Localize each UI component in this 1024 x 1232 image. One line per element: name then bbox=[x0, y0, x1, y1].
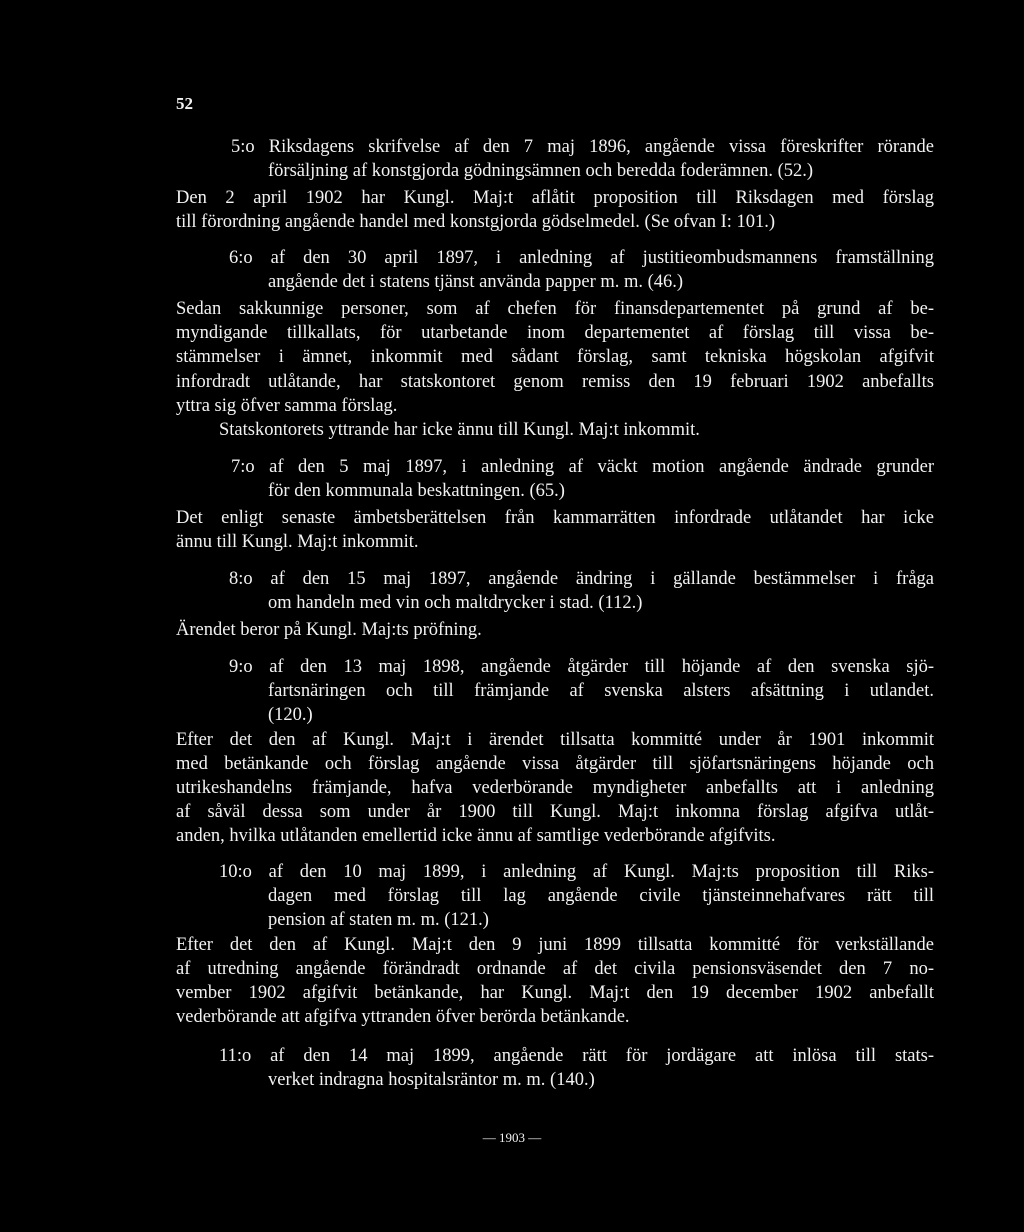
entry-7-body-line-2: ännu till Kungl. Maj:t inkommit. bbox=[176, 532, 419, 552]
entry-5-heading-line-2: försäljning af konstgjorda gödningsämnen och beredda foderämnen. (52.) bbox=[268, 161, 814, 181]
entry-10-heading-line-1: 10:o af den 10 maj 1899, i anledning af Kungl. Maj:ts proposition till Riks- bbox=[219, 862, 934, 882]
entry-5-body-line-2: till förordning angående handel med konstgjorda gödselmedel. (Se ofvan I: 101.) bbox=[176, 212, 776, 232]
entry-9-heading-line-3: (120.) bbox=[268, 705, 313, 725]
entry-8-heading-line-2: om handeln med vin och maltdrycker i stad. (112.) bbox=[268, 593, 643, 613]
entry-6-heading-line-1: 6:o af den 30 april 1897, i anledning af justitieombudsmannens framställning bbox=[229, 248, 934, 268]
entry-10-heading-line-3: pension af staten m. m. (121.) bbox=[268, 910, 489, 930]
entry-6-body-line-4: infordradt utlåtande, har statskontoret genom remiss den 19 februari 1902 anbefallts bbox=[176, 372, 934, 392]
entry-9-body-line-5: anden, hvilka utlåtanden emellertid icke ännu af samtlige vederbörande afgifvits. bbox=[176, 826, 776, 846]
entry-6-body-line-5: yttra sig öfver samma förslag. bbox=[176, 396, 398, 416]
entry-7-heading-line-2: för den kommunala beskattningen. (65.) bbox=[268, 481, 565, 501]
entry-8-heading-line-1: 8:o af den 15 maj 1897, angående ändring i gällande bestämmelser i fråga bbox=[229, 569, 934, 589]
entry-6-heading-line-2: angående det i statens tjänst använda papper m. m. (46.) bbox=[268, 272, 684, 292]
entry-6-body-line-3: stämmelser i ämnet, inkommit med sådant förslag, samt tekniska högskolan afgifvit bbox=[176, 347, 934, 367]
entry-11-heading-line-1: 11:o af den 14 maj 1899, angående rätt för jordägare att inlösa till stats- bbox=[219, 1046, 934, 1066]
entry-7-heading-line-1: 7:o af den 5 maj 1897, i anledning af väckt motion angående ändrade grunder bbox=[231, 457, 934, 477]
entry-10-body-line-3: vember 1902 afgifvit betänkande, har Kungl. Maj:t den 19 december 1902 anbefallt bbox=[176, 983, 934, 1003]
entry-9-body-line-3: utrikeshandelns främjande, hafva vederbörande myndigheter anbefallts att i anledning bbox=[176, 778, 934, 798]
entry-7-body-line-1: Det enligt senaste ämbetsberättelsen från kammarrätten infordrade utlåtandet har icke bbox=[176, 508, 934, 528]
entry-6-body-line-2: myndigande tillkallats, för utarbetande inom departementet af förslag till vissa be- bbox=[176, 323, 934, 343]
entry-5-body-line-1: Den 2 april 1902 har Kungl. Maj:t aflåtit proposition till Riksdagen med förslag bbox=[176, 188, 934, 208]
entry-10-body-line-2: af utredning angående förändradt ordnande af det civila pensionsväsendet den 7 no- bbox=[176, 959, 934, 979]
page-number: 52 bbox=[176, 94, 193, 113]
entry-9-body-line-1: Efter det den af Kungl. Maj:t i ärendet tillsatta kommitté under år 1901 inkommit bbox=[176, 730, 934, 750]
entry-9-heading-line-1: 9:o af den 13 maj 1898, angående åtgärder till höjande af den svenska sjö- bbox=[229, 657, 934, 677]
entry-9-body-line-4: af såväl dessa som under år 1900 till Kungl. Maj:t inkomna förslag afgifva utlåt- bbox=[176, 802, 934, 822]
entry-8-body-line-1: Ärendet beror på Kungl. Maj:ts pröfning. bbox=[176, 620, 482, 640]
entry-6-note: Statskontorets yttrande har icke ännu till Kungl. Maj:t inkommit. bbox=[219, 420, 700, 440]
entry-5-heading-line-1: 5:o Riksdagens skrifvelse af den 7 maj 1896, angående vissa föreskrifter rörande bbox=[231, 137, 934, 157]
entry-6-body-line-1: Sedan sakkunnige personer, som af chefen för finansdepartementet på grund af be- bbox=[176, 299, 934, 319]
entry-11-heading-line-2: verket indragna hospitalsräntor m. m. (140.) bbox=[268, 1070, 595, 1090]
entry-9-heading-line-2: fartsnäringen och till främjande af svenska alsters afsättning i utlandet. bbox=[268, 681, 934, 701]
entry-10-body-line-4: vederbörande att afgifva yttranden öfver berörda betänkande. bbox=[176, 1007, 630, 1027]
entry-10-body-line-1: Efter det den af Kungl. Maj:t den 9 juni 1899 tillsatta kommitté för verkställande bbox=[176, 935, 934, 955]
footer-year-mark: — 1903 — bbox=[482, 1130, 542, 1145]
entry-9-body-line-2: med betänkande och förslag angående vissa åtgärder till sjöfartsnäringens höjande och bbox=[176, 754, 934, 774]
entry-10-heading-line-2: dagen med förslag till lag angående civile tjänsteinnehafvares rätt till bbox=[268, 886, 934, 906]
